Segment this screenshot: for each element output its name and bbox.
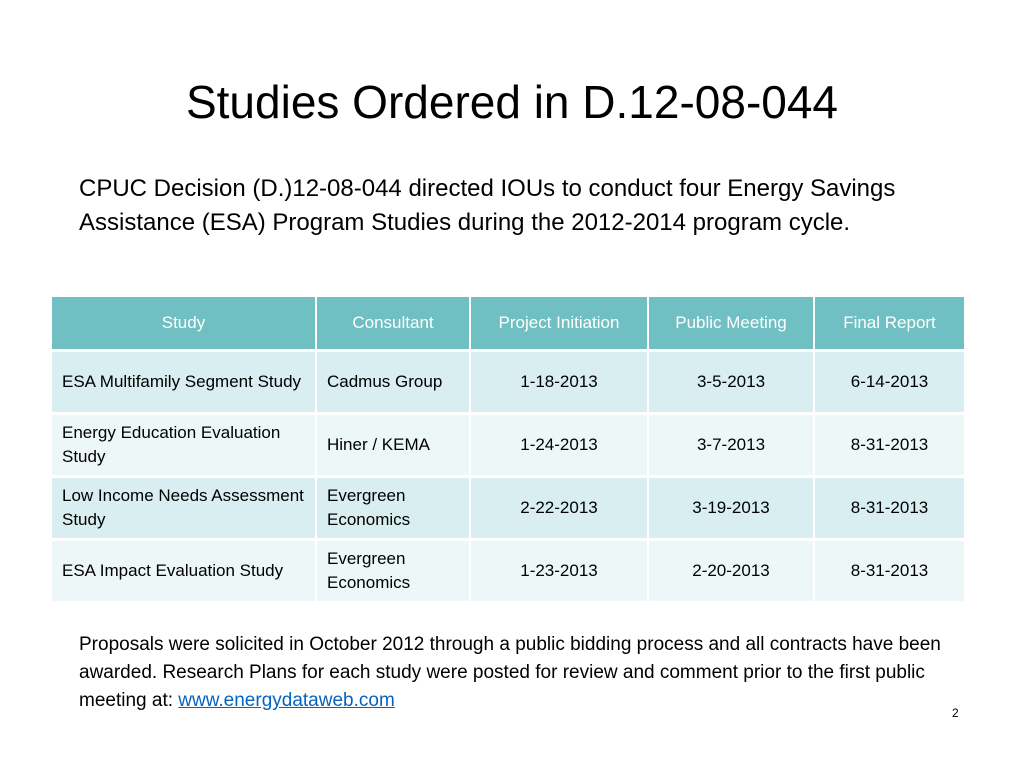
cell-public-meeting: 3-5-2013 xyxy=(648,351,814,414)
page-number: 2 xyxy=(952,706,959,720)
cell-study: ESA Multifamily Segment Study xyxy=(52,351,316,414)
cell-consultant: Evergreen Economics xyxy=(316,540,470,603)
cell-consultant: Cadmus Group xyxy=(316,351,470,414)
energydataweb-link[interactable]: www.energydataweb.com xyxy=(178,690,395,711)
footer-paragraph xyxy=(79,631,959,715)
header-consultant: Consultant xyxy=(316,297,470,351)
cell-consultant: Hiner / KEMA xyxy=(316,414,470,477)
cell-public-meeting: 2-20-2013 xyxy=(648,540,814,603)
cell-study: ESA Impact Evaluation Study xyxy=(52,540,316,603)
cell-final-report: 6-14-2013 xyxy=(814,351,965,414)
cell-final-report: 8-31-2013 xyxy=(814,477,965,540)
header-final-report: Final Report xyxy=(814,297,965,351)
table-row xyxy=(52,477,965,540)
table-row xyxy=(52,414,965,477)
cell-consultant: Evergreen Economics xyxy=(316,477,470,540)
table-row xyxy=(52,351,965,414)
header-study: Study xyxy=(52,297,316,351)
cell-project-initiation: 1-24-2013 xyxy=(470,414,648,477)
cell-project-initiation: 1-18-2013 xyxy=(470,351,648,414)
cell-study: Energy Education Evaluation Study xyxy=(52,414,316,477)
cell-public-meeting: 3-7-2013 xyxy=(648,414,814,477)
intro-paragraph: CPUC Decision (D.)12-08-044 directed IOUs to conduct four Energy Savings Assistance (ESA) Program Studies during the 2012-2014 program cycle. xyxy=(79,175,896,236)
slide-title: Studies Ordered in D.12-08-044 xyxy=(185,76,839,128)
cell-project-initiation: 1-23-2013 xyxy=(470,540,648,603)
cell-public-meeting: 3-19-2013 xyxy=(648,477,814,540)
cell-project-initiation: 2-22-2013 xyxy=(470,477,648,540)
header-public-meeting: Public Meeting xyxy=(648,297,814,351)
table-header-row xyxy=(52,297,965,351)
table-row xyxy=(52,540,965,603)
header-project-initiation: Project Initiation xyxy=(470,297,648,351)
studies-table xyxy=(52,297,966,604)
cell-final-report: 8-31-2013 xyxy=(814,540,965,603)
cell-study: Low Income Needs Assessment Study xyxy=(52,477,316,540)
footer-text: Proposals were solicited in October 2012 through a public bidding process and all contracts have been awarded. Research Plans for each study were posted for review and comment prior to the first public meeting at: xyxy=(79,634,941,711)
cell-final-report: 8-31-2013 xyxy=(814,414,965,477)
